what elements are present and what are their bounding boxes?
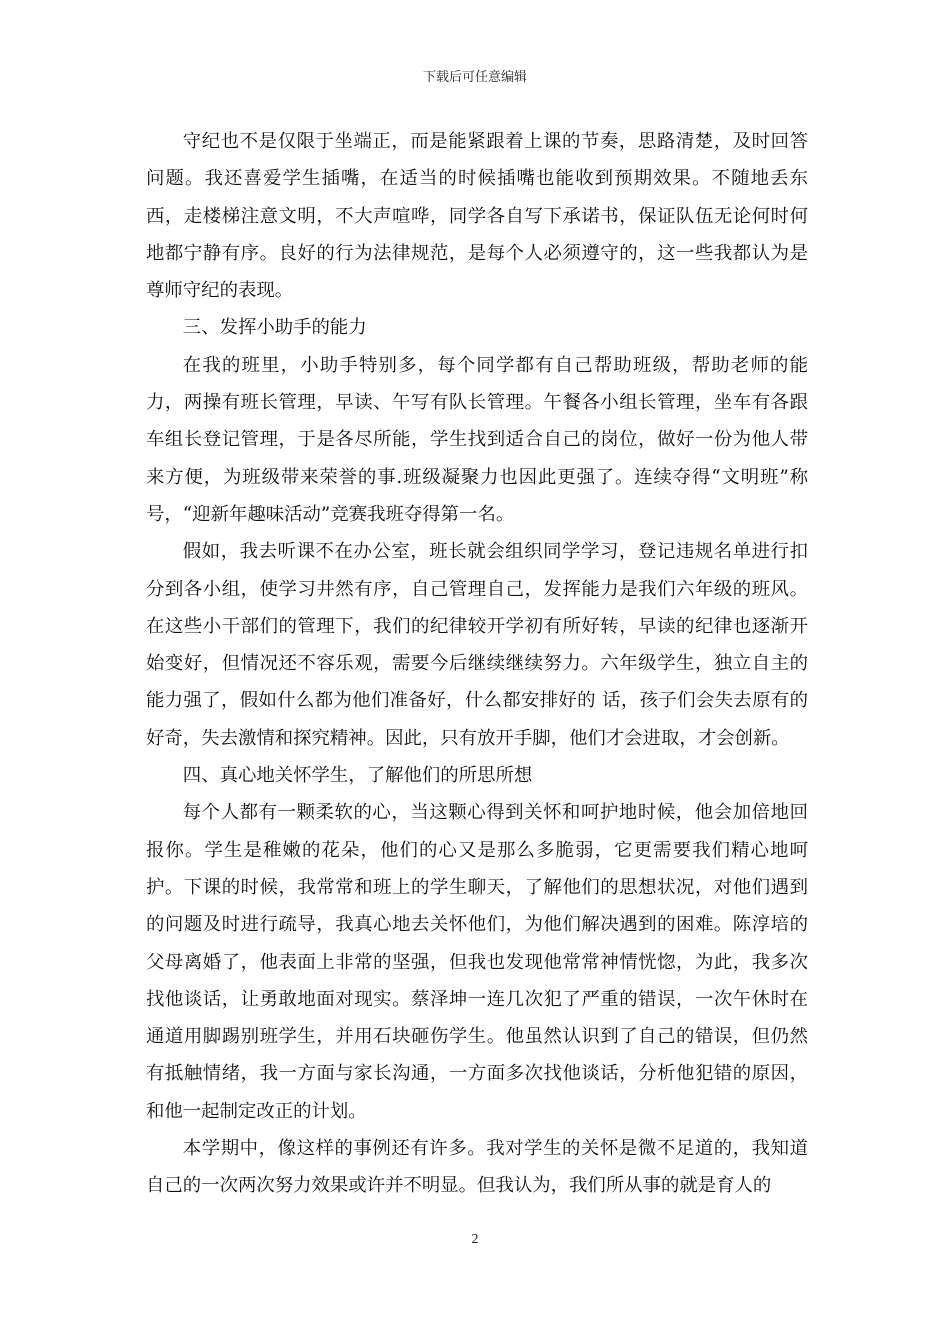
section-heading-3: 三、发挥小助手的能力 — [182, 317, 367, 339]
page-header-note: 下载后可任意编辑 — [422, 70, 527, 85]
document-body — [146, 123, 808, 1205]
paragraph-caring: 每个人都有一颗柔软的心，当这颗心得到关怀和呵护地时候，他会加倍地回报你。学生是稚嫩的花朵，他们的心又是那么多脆弱，它更需要我们精心地呵护。下课的时候，我常常和班上的学生聊天，了解他们的思想状况，对他们遇到的问题及时进行疏导，我真心地去关怀他们，为他们解决遇到的困难。陈淳培的父母离婚了，他表面上非常的坚强，但我也发现他常常神情恍惚，为此，我多次找他谈话，让勇敢地面对现实。蔡泽坤一连几次犯了严重的错误，一次午休时在通道用脚踢别班学生，并用石块砸伤学生。他虽然认识到了自己的错误，但仍然有抵触情绪，我一方面与家长沟通，一方面多次找他谈话，分析他犯错的原因，和他一起制定改正的计划。 — [146, 802, 808, 1122]
paragraph-discipline: 守纪也不是仅限于坐端正，而是能紧跟着上课的节奏，思路清楚，及时回答问题。我还喜爱学生插嘴，在适当的时候插嘴也能收到预期效果。不随地丢东西，走楼梯注意文明，不大声喧哗，同学各自写下承诺书，保证队伍无论何时何地都宁静有序。良好的行为法律规范，是每个人必须遵守的，这一些我都认为是尊师守纪的表现。 — [146, 131, 808, 302]
page-number: 2 — [471, 1232, 479, 1247]
paragraph-helpers: 在我的班里，小助手特别多，每个同学都有自己帮助班级，帮助老师的能力，两操有班长管理，早读、午写有队长管理。午餐各小组长管理，坐车有各跟车组长登记管理，于是各尽所能，学生找到适合自己的岗位，做好一份为他人带来方便，为班级带来荣誉的事.班级凝聚力也因此更强了。连续夺得“文明班”称号，“迎新年趣味活动”竞赛我班夺得第一名。 — [146, 354, 808, 525]
paragraph-self-management: 假如，我去听课不在办公室，班长就会组织同学学习，登记违规名单进行扣分到各小组，使学习井然有序，自己管理自己，发挥能力是我们六年级的班风。在这些小干部们的管理下，我们的纪律较开学初有所好转，早读的纪律也逐渐开始变好，但情况还不容乐观，需要今后继续继续努力。六年级学生，独立自主的能力强了，假如什么都为他们准备好，什么都安排好的 话，孩子们会失去原有的好奇，失去激情和探究精神。因此，只有放开手脚，他们才会进取，才会创新。 — [146, 541, 808, 749]
section-heading-4: 四、真心地关怀学生，了解他们的所思所想 — [182, 765, 533, 787]
paragraph-semester: 本学期中，像这样的事例还有许多。我对学生的关怀是微不足道的，我知道自己的一次两次努力效果或许并不明显。但我认为，我们所从事的就是育人的 — [146, 1138, 808, 1197]
